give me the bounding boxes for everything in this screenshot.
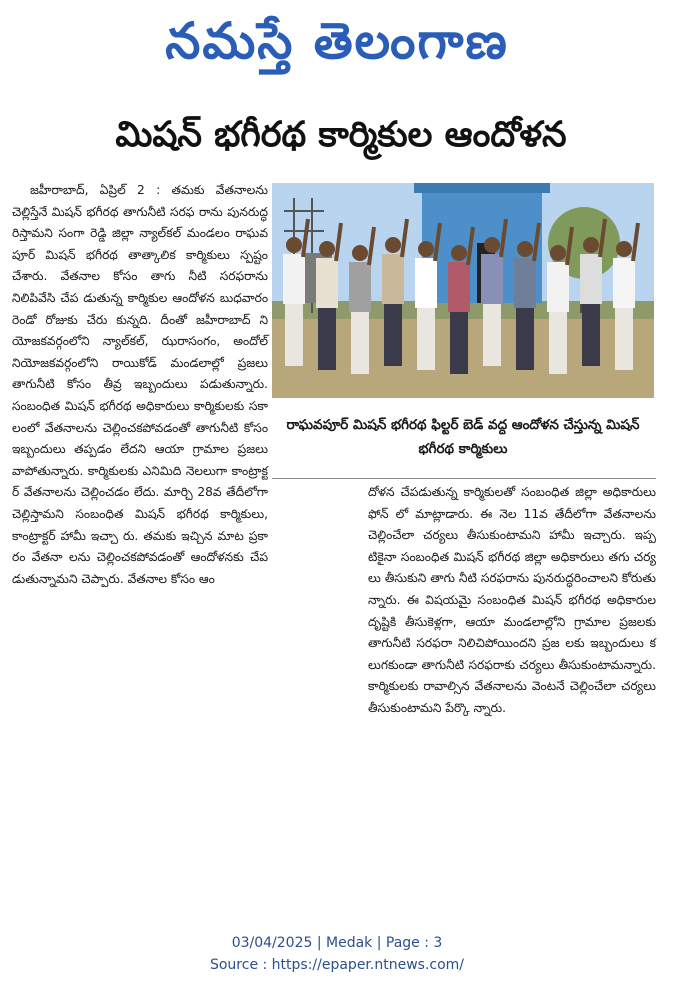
- page-footer: [0, 932, 674, 976]
- column-divider: [272, 478, 656, 479]
- newspaper-title: నమస్తే తెలంగాణ: [165, 11, 509, 70]
- article-photo: [272, 183, 654, 398]
- article-column-left: [12, 180, 268, 590]
- article-headline: మిషన్ భగీరథ కార్మికుల ఆందోళన: [115, 115, 567, 155]
- article-body-left: జహీరాబాద్, ఏప్రిల్ 2 : తమకు వేతనాలను చెల్లిస్తేనే మిషన్ భగీరథ తాగునీటి సరఫ రాను పునరుద్ధరిస్తామని సంగా రెడ్డి జిల్లా న్యాల్‌కల్ మండలం రాఘవపూర్ మిషన్ భగీరథ తాత్కాలిక కార్మికులు స్పష్టం చేశారు. వేతనాల కోసం తాగు నీటి సరఫరాను నిలిపివేసి చేప డుతున్న కార్మికుల ఆందోళన బుధవారం రెండో రోజుకు చేరు కున్నది. దీంతో జహీరాబాద్ ని యోజకవర్గంలోని న్యాల్‌కల్, ఝరాసంగం, అందోల్ నియోజకవర్గంలోని రాయికోడ్ మండలాల్లో ప్రజలు తాగునీటి కోసం తీవ్ర ఇబ్బందులు పడుతున్నారు. సంబంధిత మిషన్ భగీరథ అధికారులు కార్మికులకు సకా లంలో వేతనాలను చెల్లించకపోవడంతో తాగునీటి కోసం ఇబ్బందులు తప్పడం లేదని ఆయా గ్రామాల ప్రజలు వాపోతున్నారు. కార్మికులకు ఎనిమిది నెలలుగా కాంట్రాక్టర్ వేతనాలను చెల్లించడం లేదు. మార్చి 28వ తేదీలోగా చెల్లిస్తామని సంబంధిత మిషన్ భగీరథ కార్మికులు, కాంట్రాక్టర్ హామీ ఇచ్చా రు. తమకు ఇచ్చిన మాట ప్రకా రం వేతనా లను చెల్లించకపోవడంతో ఆందోళనకు చేప డుతున్నామని చెప్పారు. వేతనాల కోసం ఆం: [12, 183, 268, 586]
- protest-photo: [272, 183, 654, 398]
- footer-source: Source : https://epaper.ntnews.com/: [209, 957, 465, 973]
- article-column-right: [368, 482, 656, 720]
- article-body-right: దోళన చేపడుతున్న కార్మికులతో సంబంధిత జిల్లా అధికారులు ఫోన్ లో మాట్లాడారు. ఈ నెల 11వ తేదీలోగా వేతనాలను చెల్లించేలా చర్యలు తీసుకుంటామని హామీ ఇచ్చారు. ఇప్పటికైనా సంబంధిత మిషన్ భగీరథ జిల్లా అధికారులు తగు చర్యలు తీసుకుని తాగు నీటి సరఫరాను పునరుద్ధరించాలని కోరుతు న్నారు. ఈ విషయమై సంబంధిత మిషన్ భగీరథ అధికారుల దృష్టికి తీసుకెళ్లగా, ఆయా మండలాల్లోని గ్రామాల ప్రజలకు తాగునీటి సరఫరా నిలిచిపోయిందని ప్రజ లకు ఇబ్బందులు కలుగకుండా తాగునీటి సరఫరాకు చర్యలు తీసుకుంటామన్నారు. కార్మికులకు రావాల్సిన వేతనాలను వెంటనే చెల్లించేలా చర్యలు తీసుకుంటామని పేర్కొ న్నారు.: [368, 485, 656, 715]
- masthead: [0, 6, 674, 76]
- footer-date-edition: 03/04/2025 | Medak | Page : 3: [231, 935, 443, 951]
- photo-caption: రాఘవపూర్ మిషన్ భగీరథ ఫిల్టర్ బెడ్ వద్ద ఆందోళన చేస్తున్న మిషన్ భగీరథ కార్మికులు: [286, 417, 640, 457]
